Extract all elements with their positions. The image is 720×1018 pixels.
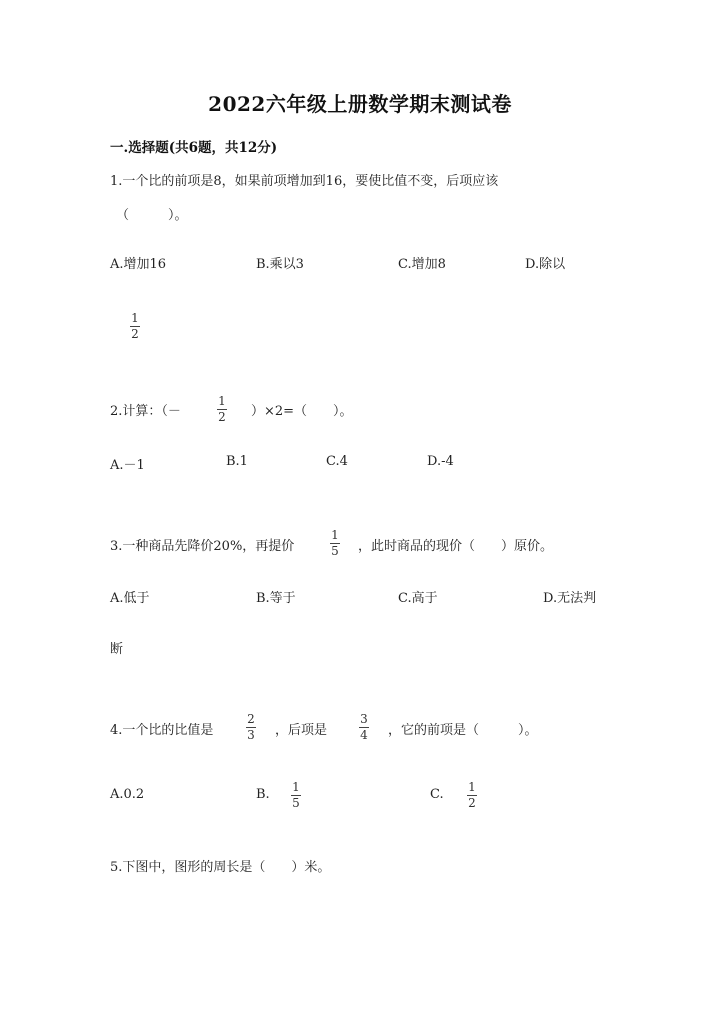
question-3-suffix: ，此时商品的现价（ ）原价。: [358, 539, 554, 554]
q2-option-b: B.1: [226, 454, 248, 469]
q1-option-d-fraction: [130, 312, 140, 341]
q1-option-a: A.增加16: [110, 257, 167, 272]
q2-option-c: C.4: [326, 454, 348, 469]
q4-option-c-fraction: [467, 781, 477, 810]
q3-option-a: A.低于: [110, 591, 150, 606]
q1-option-d: D.除以: [525, 257, 566, 272]
question-2-prefix: 2.计算：（－: [110, 404, 181, 419]
q2-option-d: D.-4: [427, 454, 454, 469]
q2-fraction: [217, 395, 227, 424]
q2-option-a: A.－1: [110, 458, 145, 473]
fraction-denominator: 5: [331, 544, 339, 558]
q3-option-b: B.等于: [256, 591, 296, 606]
q4-option-b: B.: [256, 787, 270, 802]
q3-option-c: C.高于: [398, 591, 438, 606]
section-heading: 一.选择题(共6题，共12分): [110, 140, 278, 156]
fraction-denominator: 4: [360, 728, 368, 742]
question-4-prefix: 4.一个比的比值是: [110, 723, 214, 738]
q4-option-c: C.: [430, 787, 444, 802]
question-5-text: 5.下图中，图形的周长是（ ）米。: [110, 860, 331, 875]
question-3-prefix: 3.一种商品先降价20%，再提价: [110, 539, 295, 554]
fraction-denominator: 5: [292, 796, 300, 810]
question-2-suffix: ）×2=（ ）。: [251, 404, 353, 419]
fraction-numerator: 1: [468, 780, 476, 794]
q3-fraction: [330, 529, 340, 558]
q4-option-b-fraction: [291, 781, 301, 810]
question-1-continuation: （ ）。: [116, 208, 188, 223]
q1-option-b: B.乘以3: [256, 257, 304, 272]
q3-option-d-continuation: 断: [110, 642, 124, 657]
page-title: 2022六年级上册数学期末测试卷: [208, 92, 512, 116]
question-4-suffix: ，它的前项是（ ）。: [388, 723, 538, 738]
q4-fraction-latter: [359, 713, 369, 742]
fraction-denominator: 3: [247, 728, 255, 742]
fraction-numerator: 1: [331, 528, 339, 542]
fraction-denominator: 2: [131, 327, 139, 341]
fraction-numerator: 1: [218, 394, 226, 408]
question-4-mid: ，后项是: [275, 723, 328, 738]
q4-option-a: A.0.2: [110, 787, 145, 802]
fraction-numerator: 1: [292, 780, 300, 794]
fraction-denominator: 2: [218, 410, 226, 424]
question-1-text: 1.一个比的前项是8，如果前项增加到16，要使比值不变，后项应该: [110, 174, 499, 189]
q4-fraction-ratio: [246, 713, 256, 742]
fraction-numerator: 1: [131, 311, 139, 325]
fraction-denominator: 2: [468, 796, 476, 810]
q1-option-c: C.增加8: [398, 257, 446, 272]
fraction-numerator: 2: [247, 712, 255, 726]
q3-option-d: D.无法判: [543, 591, 597, 606]
fraction-numerator: 3: [360, 712, 368, 726]
